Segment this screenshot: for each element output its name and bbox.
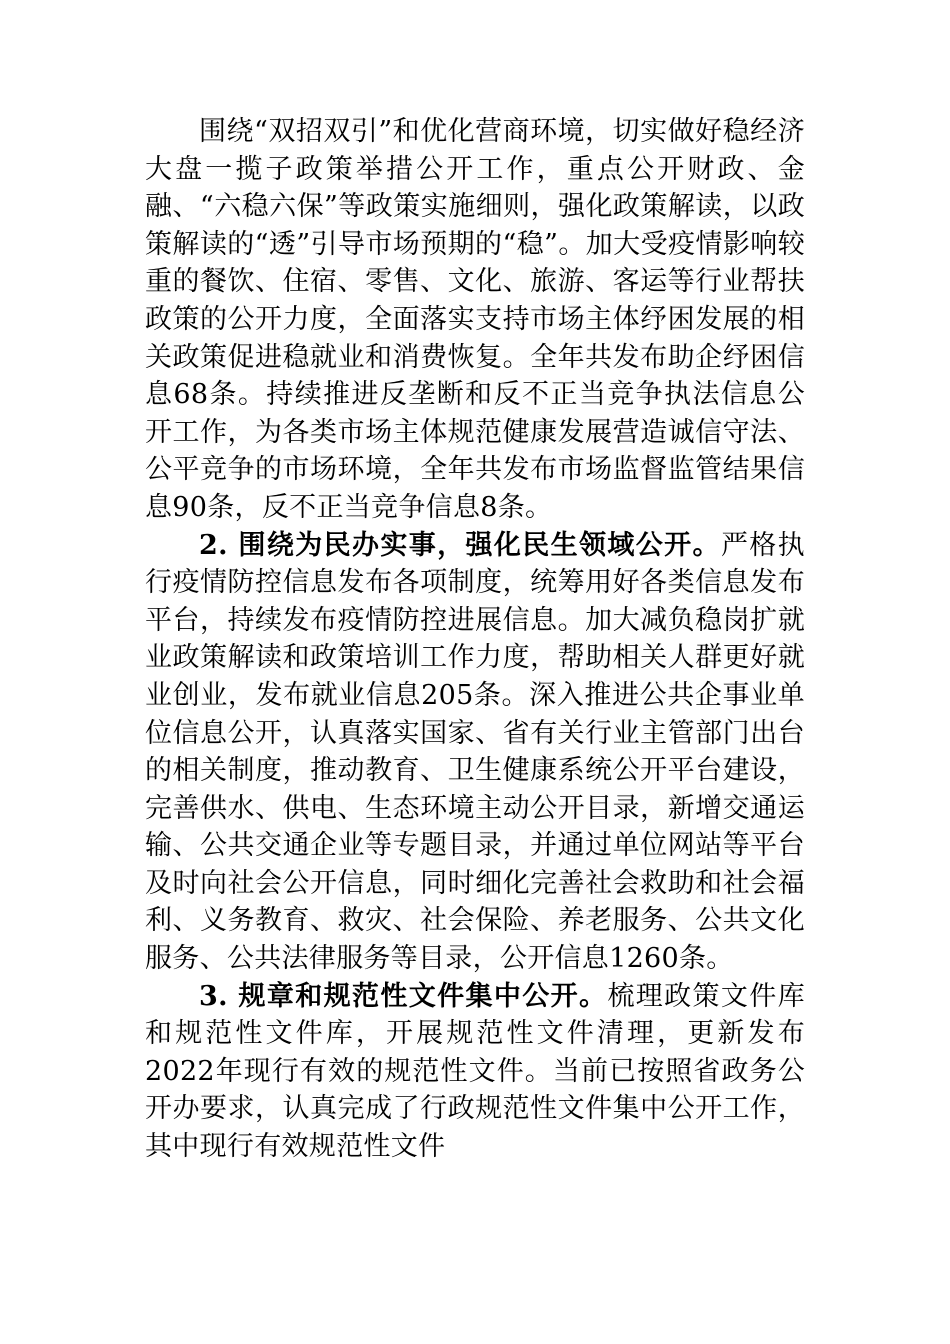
paragraph-3-heading: 3. 规章和规范性文件集中公开。 bbox=[199, 980, 608, 1012]
paragraph-1-text: 围绕“双招双引”和优化营商环境，切实做好稳经济大盘一揽子政策举措公开工作，重点公开财政、金融、“六稳六保”等政策实施细则，强化政策解读，以政策解读的“透”引导市场预期的“稳”。加大受疫情影响较重的餐饮、住宿、零售、文化、旅游、客运等行业帮扶政策的公开力度，全面落实支持市场主体纾困发展的相关政策促进稳就业和消费恢复。全年共发布助企纾困信息68条。持续推进反垄断和反不正当竞争执法信息公开工作，为各类市场主体规范健康发展营造诚信守法、公平竞争的市场环境，全年共发布市场监督监管结果信息90条，反不正当竞争信息8条。 bbox=[145, 116, 805, 523]
paragraph-2 bbox=[145, 527, 805, 978]
paragraph-3 bbox=[145, 978, 805, 1166]
paragraph-3-text: 梳理政策文件库和规范性文件库，开展规范性文件清理，更新发布2022年现行有效的规范性文件。当前已按照省政务公开办要求，认真完成了行政规范性文件集中公开工作，其中现行有效规范性文件 bbox=[145, 980, 805, 1163]
paragraph-1 bbox=[145, 113, 805, 527]
document-page bbox=[145, 113, 805, 1166]
paragraph-2-heading: 2. 围绕为民办实事，强化民生领域公开。 bbox=[199, 529, 721, 561]
paragraph-2-text: 严格执行疫情防控信息发布各项制度，统筹用好各类信息发布平台，持续发布疫情防控进展信息。加大减负稳岗扩就业政策解读和政策培训工作力度，帮助相关人群更好就业创业，发布就业信息205条。深入推进公共企事业单位信息公开，认真落实国家、省有关行业主管部门出台的相关制度，推动教育、卫生健康系统公开平台建设，完善供水、供电、生态环境主动公开目录，新增交通运输、公共交通企业等专题目录，并通过单位网站等平台及时向社会公开信息，同时细化完善社会救助和社会福利、义务教育、救灾、社会保险、养老服务、公共文化服务、公共法律服务等目录，公开信息1260条。 bbox=[145, 529, 805, 975]
